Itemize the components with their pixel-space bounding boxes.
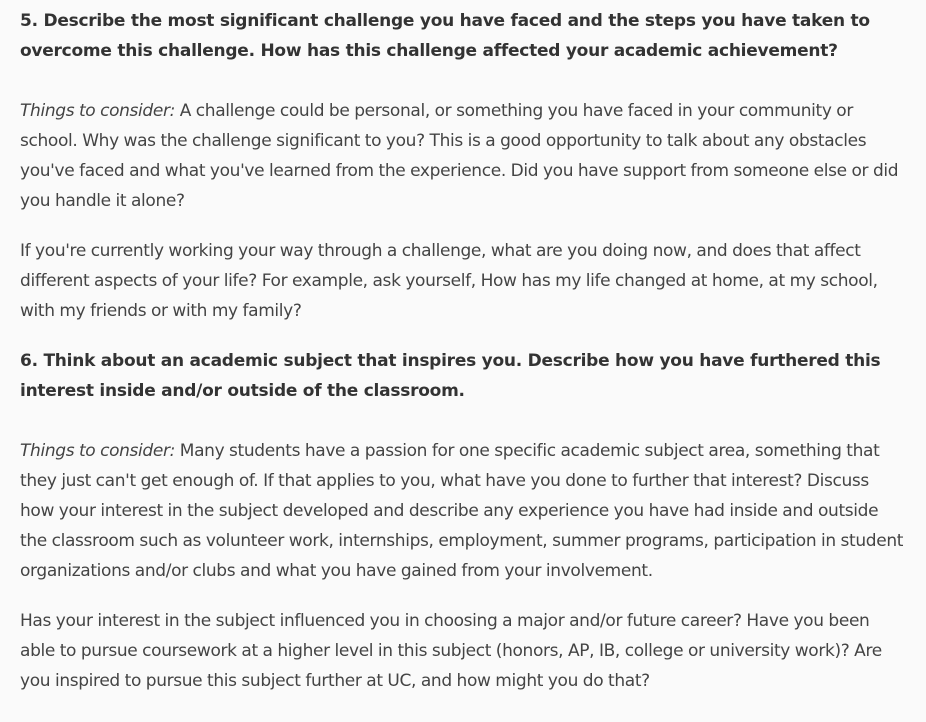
things-to-consider-text: A challenge could be personal, or something you have faced in your community or school. Why was the challenge significant to you? This is a good opportunity to talk about any obstacles you've faced and what you've learned from the experience. Did you have support from someone else or did you handle it alone? xyxy=(20,101,899,211)
prompt-5-extra-paragraph: If you're currently working your way through a challenge, what are you doing now, and does that affect different aspects of your life? For example, ask yourself, How has my life changed at home, at my school, with my friends or with my family? xyxy=(20,241,878,321)
things-to-consider-label: Things to consider: xyxy=(20,441,175,461)
things-to-consider-label: Things to consider: xyxy=(20,101,175,121)
prompt-5-heading: 5. Describe the most significant challenge you have faced and the steps you have taken to overcome this challenge. How has this challenge affected your academic achievement? xyxy=(20,11,870,61)
prompt-6-heading: 6. Think about an academic subject that inspires you. Describe how you have furthered this interest inside and/or outside of the classroom. xyxy=(20,351,881,401)
prompt-6-extra-paragraph: Has your interest in the subject influenced you in choosing a major and/or future career? Have you been able to pursue coursework at a higher level in this subject (honors, AP, IB, college or university work)? Are you inspired to pursue this subject further at UC, and how might you do that? xyxy=(20,611,882,691)
prompt-5-things-to-consider xyxy=(20,96,904,216)
things-to-consider-text: Many students have a passion for one specific academic subject area, something that they just can't get enough of. If that applies to you, what have you done to further that interest? Discuss how your interest in the subject developed and describe any experience you have had inside and outside the classroom such as volunteer work, internships, employment, summer programs, participation in student organizations and/or clubs and what you have gained from your involvement. xyxy=(20,441,904,581)
prompt-6-things-to-consider xyxy=(20,436,904,586)
